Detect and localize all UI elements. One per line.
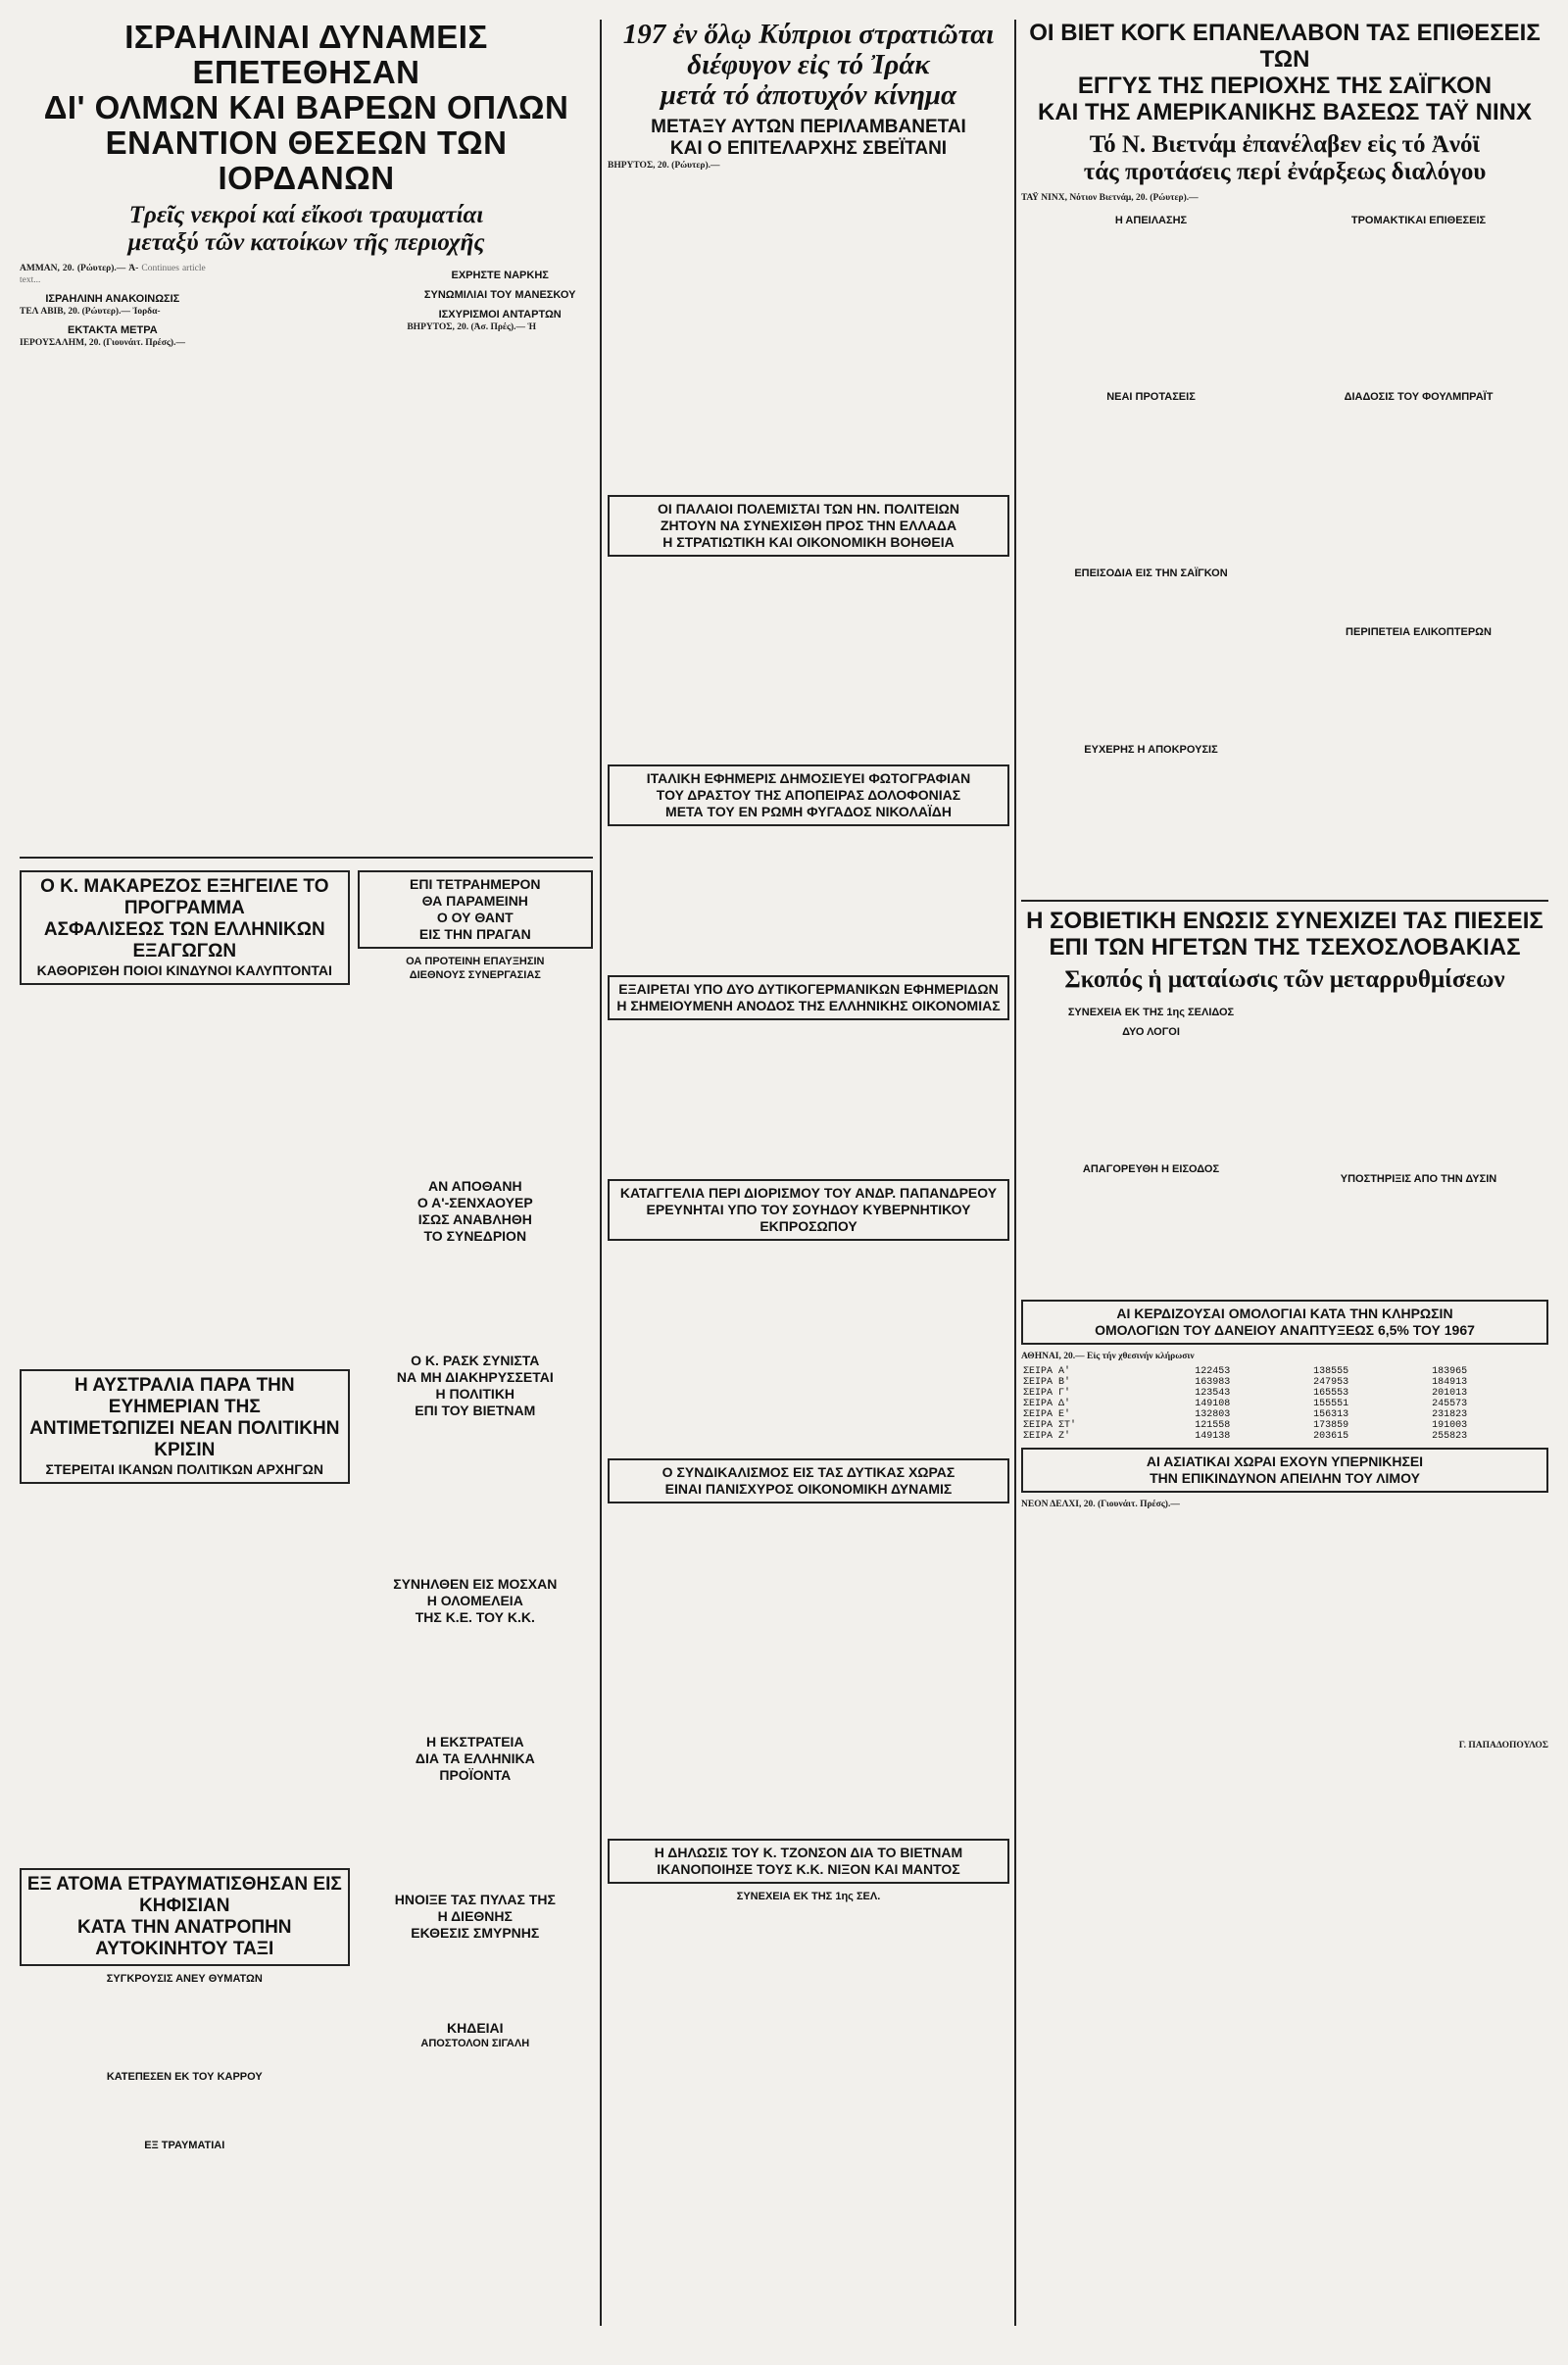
headline-line: ΙΣΡΑΗΛΙΝΑΙ ΔΥΝΑΜΕΙΣ ΕΠΕΤΕΘΗΣΑΝ bbox=[124, 20, 488, 90]
lottery-cell: 255823 bbox=[1432, 1431, 1468, 1442]
subhead: ΙΣΡΑΗΛΙΝΗ ΑΝΑΚΟΙΝΩΣΙΣ bbox=[45, 293, 180, 305]
lottery-cell: 123543 bbox=[1195, 1388, 1231, 1399]
lottery-cell: ΣΕΙΡΑ ΣΤ' bbox=[1023, 1420, 1077, 1431]
subhead: ΣΥΓΚΡΟΥΣΙΣ ΑΝΕΥ ΘΥΜΑΤΩΝ bbox=[106, 1973, 263, 1985]
headline-line: Ο ΣΥΝΔΙΚΑΛΙΣΜΟΣ ΕΙΣ ΤΑΣ ΔΥΤΙΚΑΣ ΧΩΡΑΣ bbox=[662, 1464, 956, 1480]
headline-australia bbox=[25, 1375, 344, 1461]
headline-german bbox=[613, 981, 1004, 1014]
dateline: ΤΑΫ ΝΙΝΧ, Νότιον Βιετνάμ, 20. (Ρώυτερ).— bbox=[1021, 193, 1199, 203]
headline-line: ΗΝΟΙΞΕ ΤΑΣ ΠΥΛΑΣ ΤΗΣ bbox=[394, 1892, 556, 1907]
headline-line: Η ΠΟΛΙΤΙΚΗ bbox=[435, 1386, 515, 1402]
johnson-box bbox=[608, 1839, 1009, 1884]
headline-line: ΘΑ ΠΑΡΑΜΕΙΝΗ bbox=[421, 893, 528, 909]
subhead: ΚΑΤΕΠΕΣΕΝ ΕΚ ΤΟΥ ΚΑΡΡΟΥ bbox=[106, 2071, 263, 2083]
deck-soviet: Σκοπός ἡ ματαίωσις τῶν μεταρρυθμίσεων bbox=[1064, 966, 1505, 993]
soviet-columns bbox=[1021, 1000, 1548, 1294]
headline-line: ΤΟ ΣΥΝΕΔΡΙΟΝ bbox=[423, 1228, 527, 1244]
lottery-cell: 121558 bbox=[1195, 1420, 1231, 1431]
headline-line: Η ΣΗΜΕΙΟΥΜΕΝΗ ΑΝΟΔΟΣ ΤΗΣ ΕΛΛΗΝΙΚΗΣ ΟΙΚΟΝΟΜΙΑΣ bbox=[616, 998, 1001, 1013]
headline-line: ΕΠΙ ΤΩΝ ΗΓΕΤΩΝ ΤΗΣ ΤΣΕΧΟΣΛΟΒΑΚΙΑΣ bbox=[1049, 934, 1521, 961]
headline-line: διέφυγον εἰς τό Ἰράκ bbox=[687, 49, 930, 80]
italian-box bbox=[608, 764, 1009, 826]
headline-line: ΚΑΤΑ ΤΗΝ ΑΝΑΤΡΟΠΗΝ ΑΥΤΟΚΙΝΗΤΟΥ ΤΑΞΙ bbox=[77, 1917, 292, 1959]
headline-moscow bbox=[358, 1576, 593, 1626]
lottery-cell: 203615 bbox=[1313, 1431, 1349, 1442]
lottery-cell: 201013 bbox=[1432, 1388, 1468, 1399]
headline-line: ΕΠΙ ΤΕΤΡΑΗΜΕΡΟΝ bbox=[410, 876, 541, 892]
headline-line: ΑΙ ΑΣΙΑΤΙΚΑΙ ΧΩΡΑΙ ΕΧΟΥΝ ΥΠΕΡΝΙΚΗΣΕΙ bbox=[1146, 1453, 1424, 1469]
papandreou-box bbox=[608, 1179, 1009, 1241]
lottery-cell: 132803 bbox=[1195, 1409, 1231, 1420]
headline-line: ΟΙ ΒΙΕΤ ΚΟΓΚ ΕΠΑΝΕΛΑΒΟΝ ΤΑΣ ΕΠΙΘΕΣΕΙΣ ΤΩΝ bbox=[1029, 20, 1541, 73]
headline-line: ΕΝΑΝΤΙΟΝ ΘΕΣΕΩΝ ΤΩΝ ΙΟΡΔΑΝΩΝ bbox=[105, 124, 508, 196]
lottery-row bbox=[1021, 1431, 1548, 1442]
headline-line: Η ΟΛΟΜΕΛΕΙΑ bbox=[426, 1593, 523, 1608]
dateline: ΒΗΡΥΤΟΣ, 20. (Ἀσ. Πρές).— Ἡ bbox=[407, 322, 537, 332]
israel-col-a: ΑΜΜΑΝ, 20. (Ρώυτερ).— Ἀ- Continues article text... ΙΣΡΑΗΛΙΝΗ ΑΝΑΚΟΙΝΩΣΙΣ ΤΕΛ ΑΒΙΒ, 20. (Ρώυτερ).— Ἰορδα- ΕΚΤΑΚΤΑ ΜΕΤΡΑ ΙΕΡΟΥΣΑΛΗΜ, 20. (Γιουνάιτ. Πρέσς).— bbox=[20, 264, 206, 348]
deck-vietnam bbox=[1021, 131, 1548, 186]
israel-col-b bbox=[214, 263, 400, 851]
lottery-cell: ΣΕΙΡΑ Γ' bbox=[1023, 1388, 1071, 1399]
subhead: ΥΠΟΣΤΗΡΙΞΙΣ ΑΠΟ ΤΗΝ ΔΥΣΙΝ bbox=[1340, 1173, 1497, 1185]
lottery-cell: 247953 bbox=[1313, 1377, 1349, 1388]
lottery-row bbox=[1021, 1366, 1548, 1377]
headline-line: ΤΗΝ ΕΠΙΚΙΝΔΥΝΟΝ ΑΠΕΙΛΗΝ ΤΟΥ ΛΙΜΟΥ bbox=[1150, 1470, 1420, 1486]
famine-box bbox=[1021, 1448, 1548, 1493]
subhead: ΣΥΝΩΜΙΛΙΑΙ ΤΟΥ ΜΑΝΕΣΚΟΥ bbox=[423, 289, 576, 301]
headline-line: Η ΔΙΕΘΝΗΣ bbox=[437, 1908, 513, 1924]
headline-line: ΠΡΟΪΟΝΤΑ bbox=[439, 1767, 512, 1783]
headline-israel bbox=[20, 20, 593, 196]
headline-line: ΟΜΟΛΟΓΙΩΝ ΤΟΥ ΔΑΝΕΙΟΥ ΑΝΑΠΤΥΞΕΩΣ 6,5% ΤΟΥ 1967 bbox=[1095, 1322, 1475, 1338]
lottery-row bbox=[1021, 1409, 1548, 1420]
newspaper-page bbox=[20, 20, 1548, 2326]
subhead: ΔΥΟ ΛΟΓΟΙ bbox=[1122, 1026, 1180, 1038]
headline-line: ΙΤΑΛΙΚΗ ΕΦΗΜΕΡΙΣ ΔΗΜΟΣΙΕΥΕΙ ΦΩΤΟΓΡΑΦΙΑΝ bbox=[646, 770, 971, 786]
headline-line: Η ΣΟΒΙΕΤΙΚΗ ΕΝΩΣΙΣ ΣΥΝΕΧΙΖΕΙ ΤΑΣ ΠΙΕΣΕΙΣ bbox=[1026, 908, 1544, 934]
headline-line: Ο Κ. ΡΑΣΚ ΣΥΝΙΣΤΑ bbox=[411, 1353, 540, 1368]
subhead: ΤΡΟΜΑΚΤΙΚΑΙ ΕΠΙΘΕΣΕΙΣ bbox=[1350, 215, 1487, 226]
dateline: ΑΜΜΑΝ, 20. (Ρώυτερ).— Ἀ- bbox=[20, 264, 139, 273]
subhead: ΕΧΡΗΣΤΕ ΝΑΡΚΗΣ bbox=[451, 270, 549, 281]
headline-line: ΕΙΣ ΤΗΝ ΠΡΑΓΑΝ bbox=[418, 926, 531, 942]
headline-line: 197 ἐν ὅλῳ Κύπριοι στρατιῶται bbox=[622, 20, 995, 50]
headline-line: μετά τό ἀποτυχόν κίνημα bbox=[660, 79, 957, 111]
german-box bbox=[608, 975, 1009, 1020]
dateline: ΑΘΗΝΑΙ, 20.— Εἰς τήν χθεσινήν κλήρωσιν bbox=[1021, 1352, 1195, 1361]
headline-line: ΜΕΤΑΞΥ ΑΥΤΩΝ ΠΕΡΙΛΑΜΒΑΝΕΤΑΙ bbox=[651, 117, 966, 137]
subhead: ΝΕΑΙ ΠΡΟΤΑΣΕΙΣ bbox=[1106, 391, 1196, 403]
lottery-row bbox=[1021, 1420, 1548, 1431]
lottery-table bbox=[1021, 1366, 1548, 1442]
lottery-cell: 122453 bbox=[1195, 1366, 1231, 1377]
subhead: ΣΥΝΕΧΕΙΑ ΕΚ ΤΗΣ 1ης ΣΕΛ. bbox=[736, 1891, 881, 1902]
lottery-cell: 149138 bbox=[1195, 1431, 1231, 1442]
headline-line: ΟΙ ΠΑΛΑΙΟΙ ΠΟΛΕΜΙΣΤΑΙ ΤΩΝ ΗΝ. ΠΟΛΙΤΕΙΩΝ bbox=[657, 501, 960, 517]
subhead: Η ΑΠΕΙΛΑΣΗΣ bbox=[1114, 215, 1188, 226]
center-block bbox=[608, 20, 1009, 2326]
dateline: ΤΕΛ ΑΒΙΒ, 20. (Ρώυτερ).— Ἰορδα- bbox=[20, 307, 161, 317]
subhead: ΕΥΧΕΡΗΣ Η ΑΠΟΚΡΟΥΣΙΣ bbox=[1084, 744, 1218, 756]
deck-israel bbox=[20, 202, 593, 257]
headline-line: Ο Α'-ΣΕΝΧΑΟΥΕΡ bbox=[416, 1195, 533, 1210]
subhead: ΣΤΕΡΕΙΤΑΙ ΙΚΑΝΩΝ ΠΟΛΙΤΙΚΩΝ ΑΡΧΗΓΩΝ bbox=[45, 1461, 324, 1477]
lottery-row bbox=[1021, 1399, 1548, 1409]
lottery-box bbox=[1021, 1300, 1548, 1345]
headline-veterans bbox=[613, 501, 1004, 551]
headline-line: ΑΝΤΙΜΕΤΩΠΙΖΕΙ ΝΕΑΝ ΠΟΛΙΤΙΚΗΝ ΚΡΙΣΙΝ bbox=[29, 1418, 340, 1460]
lottery-cell: 173859 bbox=[1313, 1420, 1349, 1431]
subhead: ΕΞ ΤΡΑΥΜΑΤΙΑΙ bbox=[144, 2140, 225, 2151]
headline-line: Ο Κ. ΜΑΚΑΡΕΖΟΣ ΕΞΗΓΕΙΛΕ ΤΟ ΠΡΟΓΡΑΜΜΑ bbox=[40, 876, 329, 918]
headline-rusk bbox=[358, 1353, 593, 1419]
lottery-cell: 149108 bbox=[1195, 1399, 1231, 1409]
headline-line: Η ΕΚΣΤΡΑΤΕΙΑ bbox=[426, 1734, 524, 1749]
headline-line: ΔΙ' ΟΛΜΩΝ ΚΑΙ ΒΑΡΕΩΝ ΟΠΛΩΝ bbox=[43, 89, 569, 125]
australia-box bbox=[20, 1369, 350, 1484]
headline-line: ΕΓΓΥΣ ΤΗΣ ΠΕΡΙΟΧΗΣ ΤΗΣ ΣΑΪΓΚΟΝ bbox=[1077, 73, 1493, 99]
headline-line: ΤΟΥ ΔΡΑΣΤΟΥ ΤΗΣ ΑΠΟΠΕΙΡΑΣ ΔΟΛΟΦΟΝΙΑΣ bbox=[656, 787, 961, 803]
makarezos-box bbox=[20, 870, 350, 985]
headline-line: ΝΑ ΜΗ ΔΙΑΚΗΡΥΣΣΕΤΑΙ bbox=[396, 1369, 554, 1385]
dateline: ΒΗΡΥΤΟΣ, 20. (Ρώυτερ).— bbox=[608, 161, 720, 171]
subhead: ΠΕΡΙΠΕΤΕΙΑ ΕΛΙΚΟΠΤΕΡΩΝ bbox=[1346, 626, 1492, 638]
headline-adenauer bbox=[358, 1178, 593, 1245]
headline-funeral: ΚΗΔΕΙΑΙ bbox=[447, 2020, 504, 2036]
subhead: ΔΙΑΔΟΣΙΣ ΤΟΥ ΦΟΥΛΜΠΡΑΪΤ bbox=[1344, 391, 1494, 403]
divider bbox=[1021, 900, 1548, 902]
headline-vietcong bbox=[1021, 20, 1548, 125]
lower-left-main bbox=[20, 864, 350, 2152]
headline-line: ΤΗΣ Κ.Ε. ΤΟΥ Κ.Κ. bbox=[415, 1609, 535, 1625]
subhead: ΙΣΧΥΡΙΣΜΟΙ ΑΝΤΑΡΤΩΝ bbox=[438, 309, 562, 320]
lottery-cell: 183965 bbox=[1432, 1366, 1468, 1377]
headline-line: ΖΗΤΟΥΝ ΝΑ ΣΥΝΕΧΙΣΘΗ ΠΡΟΣ ΤΗΝ ΕΛΛΑΔΑ bbox=[660, 517, 957, 533]
subhead: ΑΠΑΓΟΡΕΥΘΗ Η ΕΙΣΟΔΟΣ bbox=[1082, 1163, 1220, 1175]
headline-papandreou bbox=[613, 1185, 1004, 1235]
headline-export bbox=[358, 1734, 593, 1784]
headline-line: ΙΚΑΝΟΠΟΙΗΣΕ ΤΟΥΣ Κ.Κ. ΝΙΞΟΝ ΚΑΙ ΜΑΝΤΟΣ bbox=[657, 1861, 960, 1877]
subhead: ΕΚΤΑΚΤΑ ΜΕΤΡΑ bbox=[68, 324, 158, 336]
headline-line: ΑΙ ΚΕΡΔΙΖΟΥΣΑΙ ΟΜΟΛΟΓΙΑΙ ΚΑΤΑ ΤΗΝ ΚΛΗΡΩΣΙΝ bbox=[1116, 1306, 1453, 1321]
lower-left bbox=[20, 864, 593, 2152]
lottery-cell: 245573 bbox=[1432, 1399, 1468, 1409]
headline-line: Ο ΟΥ ΘΑΝΤ bbox=[436, 910, 514, 925]
lottery-cell: ΣΕΙΡΑ Ζ' bbox=[1023, 1431, 1071, 1442]
subhead: ΚΑΘΟΡΙΣΘΗ ΠΟΙΟΙ ΚΙΝΔΥΝΟΙ ΚΑΛΥΠΤΟΝΤΑΙ bbox=[36, 962, 332, 978]
headline-line: Η ΑΥΣΤΡΑΛΙΑ ΠΑΡΑ ΤΗΝ ΕΥΗΜΕΡΙΑΝ ΤΗΣ bbox=[74, 1375, 295, 1417]
headline-line: ΙΣΩΣ ΑΝΑΒΛΗΘΗ bbox=[417, 1211, 532, 1227]
dateline: ΝΕΟΝ ΔΕΛΧΙ, 20. (Γιουνάιτ. Πρέσς).— bbox=[1021, 1500, 1180, 1509]
taxi-box bbox=[20, 1868, 350, 1966]
headline-line: ΕΞ ΑΤΟΜΑ ΕΤΡΑΥΜΑΤΙΣΘΗΣΑΝ ΕΙΣ ΚΗΦΙΣΙΑΝ bbox=[26, 1874, 342, 1916]
signature: Γ. ΠΑΠΑΔΟΠΟΥΛΟΣ bbox=[1458, 1741, 1548, 1750]
col2-top bbox=[407, 263, 593, 851]
veterans-box bbox=[608, 495, 1009, 557]
headline-line: ΣΥΝΗΛΘΕΝ ΕΙΣ ΜΟΣΧΑΝ bbox=[393, 1576, 558, 1592]
lottery-cell: 165553 bbox=[1313, 1388, 1349, 1399]
deck-line: μεταξύ τῶν κατοίκων τῆς περιοχῆς bbox=[127, 229, 485, 256]
lottery-cell: 138555 bbox=[1313, 1366, 1349, 1377]
lottery-cell: 155551 bbox=[1313, 1399, 1349, 1409]
headline-line: Η ΔΗΛΩΣΙΣ ΤΟΥ Κ. ΤΖΟΝΣΟΝ ΔΙΑ ΤΟ ΒΙΕΤΝΑΜ bbox=[654, 1845, 963, 1860]
subhead: ΟΑ ΠΡΟΤΕΙΝΗ ΕΠΑΥΞΗΣΙΝ bbox=[406, 956, 545, 967]
headline-line: ΕΚΘΕΣΙΣ ΣΜΥΡΝΗΣ bbox=[411, 1925, 540, 1941]
lottery-cell: 191003 bbox=[1432, 1420, 1468, 1431]
headline-smyrna bbox=[358, 1892, 593, 1942]
israel-columns bbox=[20, 263, 593, 851]
headline-u-thant bbox=[364, 876, 587, 943]
lottery-cell: ΣΕΙΡΑ Ε' bbox=[1023, 1409, 1071, 1420]
lottery-cell: 231823 bbox=[1432, 1409, 1468, 1420]
headline-line: ΚΑΤΑΓΓΕΛΙΑ ΠΕΡΙ ΔΙΟΡΙΣΜΟΥ ΤΟΥ ΑΝΔΡ. ΠΑΠΑΝΔΡΕΟΥ bbox=[619, 1185, 998, 1201]
vietnam-subs bbox=[1021, 208, 1548, 894]
headline-soviet bbox=[1021, 908, 1548, 961]
u-thant-box bbox=[358, 870, 593, 949]
subhead: ΕΠΕΙΣΟΔΙΑ ΕΙΣ ΤΗΝ ΣΑΪΓΚΟΝ bbox=[1074, 567, 1228, 579]
deck-line: Τρεῖς νεκροί καί εἴκοσι τραυματίαι bbox=[128, 202, 484, 228]
deck-line: Τό Ν. Βιετνάμ ἐπανέλαβεν εἰς τό Ἀνόϊ bbox=[1089, 131, 1481, 158]
divider bbox=[20, 857, 593, 859]
right-block bbox=[1021, 20, 1548, 2326]
column-rule bbox=[600, 20, 602, 2326]
headline-syndicalism bbox=[613, 1464, 1004, 1498]
headline-line: ΕΙΝΑΙ ΠΑΝΙΣΧΥΡΟΣ ΟΙΚΟΝΟΜΙΚΗ ΔΥΝΑΜΙΣ bbox=[664, 1481, 953, 1497]
lottery-cell: 156313 bbox=[1313, 1409, 1349, 1420]
lottery-cell: 163983 bbox=[1195, 1377, 1231, 1388]
syndicalism-box bbox=[608, 1458, 1009, 1503]
headline-line: ΚΑΙ Ο ΕΠΙΤΕΛΑΡΧΗΣ ΣΒΕΪΤΑΝΙ bbox=[669, 138, 948, 159]
headline-taxi bbox=[25, 1874, 344, 1960]
subhead: ΔΙΕΘΝΟΥΣ ΣΥΝΕΡΓΑΣΙΑΣ bbox=[409, 969, 541, 981]
headline-line: ΜΕΤΑ ΤΟΥ ΕΝ ΡΩΜΗ ΦΥΓΑΔΟΣ ΝΙΚΟΛΑΪΔΗ bbox=[665, 804, 952, 819]
headline-line: ΚΑΙ ΤΗΣ ΑΜΕΡΙΚΑΝΙΚΗΣ ΒΑΣΕΩΣ ΤΑΫ ΝΙΝΧ bbox=[1037, 99, 1532, 125]
headline-cyprus bbox=[608, 20, 1009, 111]
headline-line: ΔΙΑ ΤΑ ΕΛΛΗΝΙΚΑ bbox=[415, 1750, 535, 1766]
headline-line: ΑΣΦΑΛΙΣΕΩΣ ΤΩΝ ΕΛΛΗΝΙΚΩΝ ΕΞΑΓΩΓΩΝ bbox=[43, 919, 325, 961]
headline-line: ΕΞΑΙΡΕΤΑΙ ΥΠΟ ΔΥΟ ΔΥΤΙΚΟΓΕΡΜΑΝΙΚΩΝ ΕΦΗΜΕΡΙΔΩΝ bbox=[618, 981, 999, 997]
headline-johnson bbox=[613, 1845, 1004, 1878]
subhead: ΑΠΟΣΤΟΛΟΝ ΣΙΓΑΛΗ bbox=[420, 2038, 530, 2049]
lottery-cell: ΣΕΙΡΑ Α' bbox=[1023, 1366, 1071, 1377]
headline-line: ΕΡΕΥΝΗΤΑΙ ΥΠΟ ΤΟΥ ΣΟΥΗΔΟΥ ΚΥΒΕΡΝΗΤΙΚΟΥ ΕΚΠΡΟΣΩΠΟΥ bbox=[646, 1202, 971, 1234]
column-rule bbox=[1014, 20, 1016, 2326]
dateline: ΙΕΡΟΥΣΑΛΗΜ, 20. (Γιουνάιτ. Πρέσς).— bbox=[20, 338, 185, 348]
headline-famine bbox=[1027, 1453, 1543, 1487]
deck-line: τάς προτάσεις περί ἐνάρξεως διαλόγου bbox=[1083, 159, 1487, 185]
subhead-cyprus bbox=[608, 117, 1009, 160]
lottery-cell: ΣΕΙΡΑ Δ' bbox=[1023, 1399, 1071, 1409]
lottery-row bbox=[1021, 1388, 1548, 1399]
lower-left-narrow bbox=[358, 864, 593, 2152]
headline-italian bbox=[613, 770, 1004, 820]
lottery-row bbox=[1021, 1377, 1548, 1388]
lottery-cell: ΣΕΙΡΑ Β' bbox=[1023, 1377, 1071, 1388]
headline-line: ΕΠΙ ΤΟΥ ΒΙΕΤΝΑΜ bbox=[415, 1403, 536, 1418]
lottery-cell: 184913 bbox=[1432, 1377, 1468, 1388]
left-block bbox=[20, 20, 593, 2326]
subhead: ΣΥΝΕΧΕΙΑ ΕΚ ΤΗΣ 1ης ΣΕΛΙΔΟΣ bbox=[1067, 1007, 1235, 1018]
headline-line: ΑΝ ΑΠΟΘΑΝΗ bbox=[428, 1178, 522, 1194]
headline-line: Η ΣΤΡΑΤΙΩΤΙΚΗ ΚΑΙ ΟΙΚΟΝΟΜΙΚΗ ΒΟΗΘΕΙΑ bbox=[662, 534, 955, 550]
headline-lottery bbox=[1027, 1306, 1543, 1339]
headline-makarezos bbox=[25, 876, 344, 962]
